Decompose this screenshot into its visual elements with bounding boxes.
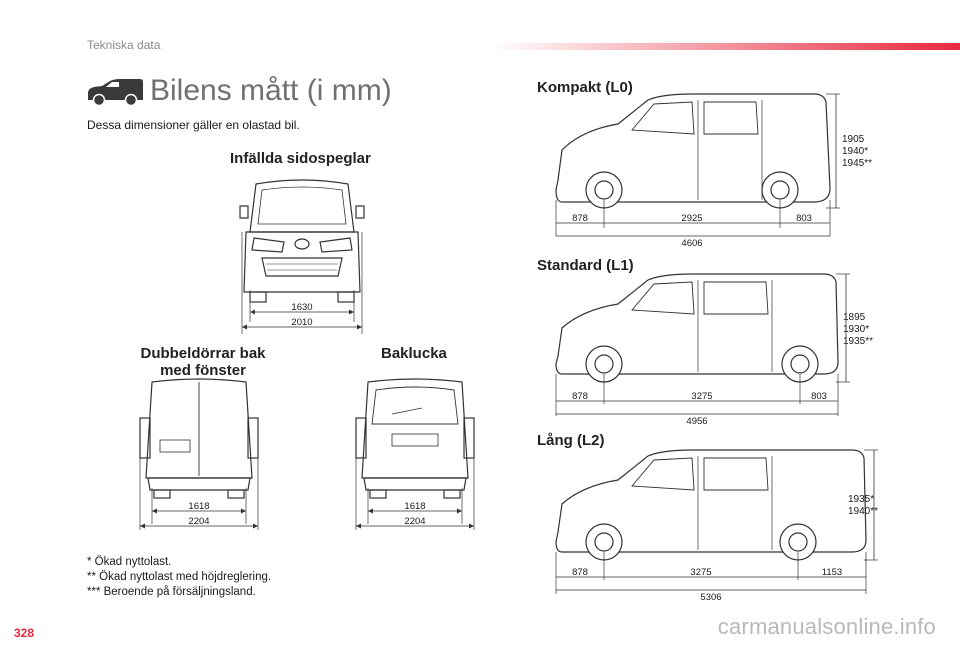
- page-title: Bilens mått (i mm): [150, 74, 392, 107]
- l2-rear-overhang-label: 1153: [821, 567, 843, 578]
- side-view-l2-heading: Lång (L2): [537, 432, 605, 449]
- footnote-1: * Ökad nyttolast.: [87, 556, 172, 568]
- l1-length-label: 4956: [686, 416, 708, 427]
- rear-doors-heading: [133, 345, 273, 379]
- l2-wheelbase-label: 3275: [690, 567, 712, 578]
- l1-wheelbase-label: 3275: [691, 391, 713, 402]
- front-view-diagram: [232, 172, 372, 334]
- tailgate-width-label: 2204: [404, 516, 426, 527]
- l1-rear-overhang-label: 803: [811, 391, 827, 402]
- tailgate-track-label: 1618: [404, 501, 426, 512]
- l0-height-3: 1945**: [842, 158, 873, 169]
- header-rule: [490, 43, 960, 50]
- rear-doors-track-label: 1618: [188, 501, 210, 512]
- l0-wheelbase-label: 2925: [681, 213, 703, 224]
- l2-length-label: 5306: [700, 592, 722, 603]
- l1-height-3: 1935**: [843, 336, 874, 347]
- l0-height-2: 1940*: [842, 146, 869, 157]
- tailgate-diagram: [352, 378, 478, 530]
- l2-height-1: 1935*: [848, 494, 875, 505]
- front-track-label: 1630: [291, 302, 313, 313]
- front-width-label: 2010: [291, 317, 313, 328]
- side-view-l1-diagram: [552, 270, 892, 430]
- side-view-l0-heading: Kompakt (L0): [537, 79, 633, 96]
- rear-doors-heading-line2: med fönster: [160, 362, 246, 379]
- watermark: carmanualsonline.info: [717, 614, 936, 639]
- side-view-l2-diagram: [552, 446, 902, 606]
- l2-height-2: 1940**: [848, 506, 879, 517]
- l0-height-1: 1905: [842, 134, 865, 145]
- l1-front-overhang-label: 878: [572, 391, 588, 402]
- l2-front-overhang-label: 878: [572, 567, 588, 578]
- rear-doors-heading-line1: Dubbeldörrar bak: [140, 345, 266, 362]
- footnote-2: ** Ökad nyttolast med höjdreglering.: [87, 571, 272, 583]
- rear-doors-width-label: 2204: [188, 516, 210, 527]
- tailgate-heading: Baklucka: [381, 345, 447, 362]
- page-number: 328: [14, 626, 35, 640]
- side-view-l0-diagram: [552, 90, 882, 250]
- l0-front-overhang-label: 878: [572, 213, 588, 224]
- rear-doors-diagram: [136, 378, 262, 530]
- section-header: Tekniska data: [87, 38, 161, 52]
- van-icon: [86, 78, 144, 106]
- intro-text: Dessa dimensioner gäller en olastad bil.: [87, 118, 300, 132]
- front-view-heading: Infällda sidospeglar: [230, 150, 371, 167]
- l0-rear-overhang-label: 803: [796, 213, 812, 224]
- footnote-3: *** Beroende på försäljningsland.: [87, 586, 256, 598]
- l0-length-label: 4606: [681, 238, 703, 249]
- side-view-l1-heading: Standard (L1): [537, 257, 634, 274]
- l1-height-2: 1930*: [843, 324, 870, 335]
- l1-height-1: 1895: [843, 312, 866, 323]
